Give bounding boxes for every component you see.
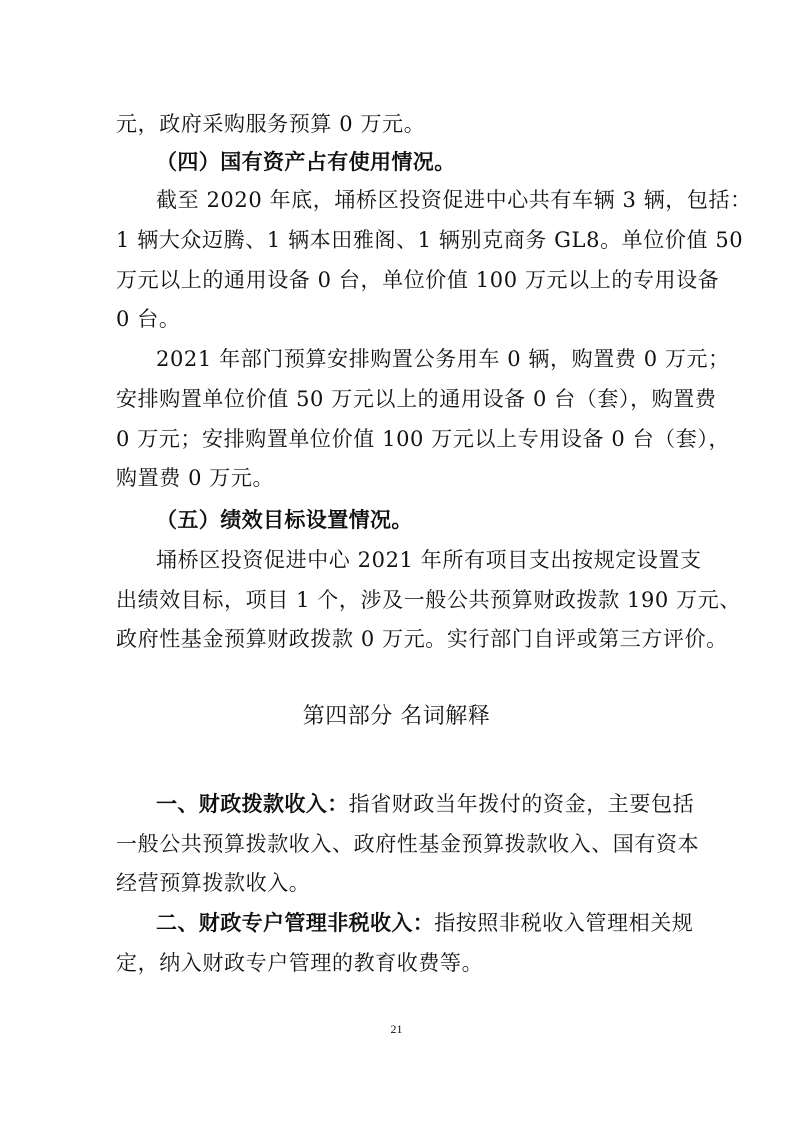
paragraph-line: 1 辆大众迈腾、1 辆本田雅阁、1 辆别克商务 GL8。单位价值 50 [116,228,744,252]
paragraph-line: 0 台。 [116,307,181,331]
page-number: 21 [390,1022,403,1036]
paragraph-line: 万元以上的通用设备 0 台，单位价值 100 万元以上的专用设备 [116,268,720,292]
heading-state-assets: （四）国有资产占有使用情况。 [156,150,456,174]
section-title: 第四部分 名词解释 [302,704,491,729]
heading-performance-goals: （五）绩效目标设置情况。 [156,508,413,532]
paragraph-line: 截至 2020 年底，埇桥区投资促进中心共有车辆 3 辆，包括： [156,188,752,212]
paragraph-line: 2021 年部门预算安排购置公务用车 0 辆，购置费 0 万元； [156,347,730,371]
paragraph-line: 埇桥区投资促进中心 2021 年所有项目支出按规定设置支 [156,548,702,572]
definition-term: 二、财政专户管理非税收入： [156,911,435,935]
paragraph-line: 购置费 0 万元。 [116,466,275,490]
paragraph-line: 元，政府采购服务预算 0 万元。 [116,112,426,136]
definition-line: 定，纳入财政专户管理的教育收费等。 [116,951,484,975]
definition-line [156,909,693,937]
paragraph-line: 安排购置单位价值 50 万元以上的通用设备 0 台（套），购置费 [116,387,717,411]
definition-line: 经营预算拨款收入。 [116,871,311,895]
definition-line [156,790,694,818]
definition-line: 一般公共预算拨款收入、政府性基金预算拨款收入、国有资本 [116,832,700,856]
definition-text: 指按照非税收入管理相关规 [434,911,694,935]
paragraph-line: 出绩效目标，项目 1 个，涉及一般公共预算财政拨款 190 万元、 [116,588,741,612]
definition-text: 指省财政当年拨付的资金，主要包括 [348,792,695,816]
paragraph-line: 0 万元；安排购置单位价值 100 万元以上专用设备 0 台（套）， [116,427,731,451]
paragraph-line: 政府性基金预算财政拨款 0 万元。实行部门自评或第三方评价。 [116,627,728,651]
definition-term: 一、财政拨款收入： [156,792,349,816]
